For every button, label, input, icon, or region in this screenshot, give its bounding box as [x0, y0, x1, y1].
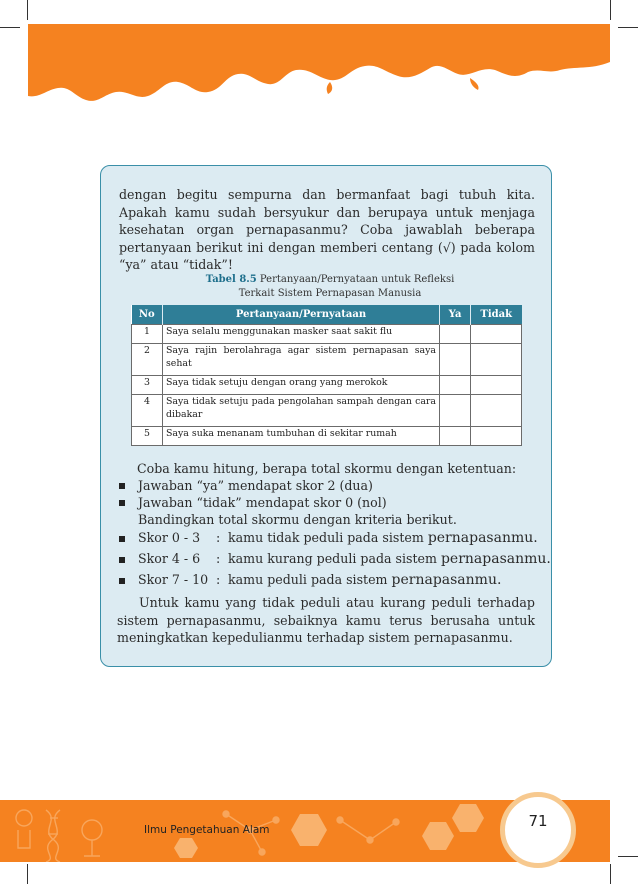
table-row	[132, 427, 522, 446]
reflection-table	[131, 305, 522, 446]
row-no: 1	[132, 325, 163, 344]
header-tidak: Tidak	[471, 305, 522, 325]
table-row	[132, 325, 522, 344]
row-statement: Saya rajin berolahraga agar sistem pernapasan saya sehat	[163, 344, 440, 376]
tidak-checkbox-cell[interactable]	[471, 344, 522, 376]
row-statement: Saya selalu menggunakan masker saat sakit flu	[163, 325, 440, 344]
score-emph: pernapasanmu.	[427, 530, 538, 546]
bullet-icon	[119, 500, 125, 506]
tidak-checkbox-cell[interactable]	[471, 325, 522, 344]
ya-checkbox-cell[interactable]	[440, 427, 471, 446]
score-text: kamu peduli pada sistem	[228, 572, 388, 587]
score-criterion	[228, 529, 538, 547]
header-statement: Pertanyaan/Pernyataan	[163, 305, 440, 325]
table-header-row	[132, 305, 522, 325]
row-no: 3	[132, 376, 163, 395]
table-caption-line2: Terkait Sistem Pernapasan Manusia	[238, 288, 422, 299]
table-row	[132, 395, 522, 427]
row-statement: Saya tidak setuju dengan orang yang merokok	[163, 376, 440, 395]
row-no: 2	[132, 344, 163, 376]
table-caption-line1: Pertanyaan/Pernyataan untuk Refleksi	[259, 274, 455, 285]
row-statement: Saya suka menanam tumbuhan di sekitar rumah	[163, 427, 440, 446]
table-row	[132, 344, 522, 376]
rule-ya: Jawaban “ya” mendapat skor 2 (dua)	[138, 478, 373, 493]
ya-checkbox-cell[interactable]	[440, 376, 471, 395]
scoring-intro: Coba kamu hitung, berapa total skormu dengan ketentuan:	[137, 461, 517, 476]
table-caption	[140, 273, 520, 301]
score-sep: :	[216, 530, 221, 545]
score-range: Skor 7 - 10	[138, 572, 209, 587]
score-criterion	[228, 571, 501, 589]
footer-book-title: Ilmu Pengetahuan Alam	[144, 824, 270, 836]
page-number: 71	[528, 812, 548, 830]
crop-mark	[618, 856, 638, 857]
bullet-icon	[119, 483, 125, 489]
crop-mark	[27, 864, 28, 884]
score-text: kamu kurang peduli pada sistem	[228, 551, 437, 566]
page-number-badge	[500, 792, 576, 868]
header-no: No	[132, 305, 163, 325]
tidak-checkbox-cell[interactable]	[471, 427, 522, 446]
ya-checkbox-cell[interactable]	[440, 344, 471, 376]
header-ya: Ya	[440, 305, 471, 325]
bullet-icon	[119, 578, 125, 584]
row-no: 4	[132, 395, 163, 427]
header-brush-band	[0, 0, 638, 110]
score-emph: pernapasanmu.	[440, 551, 551, 567]
ya-checkbox-cell[interactable]	[440, 395, 471, 427]
rule-tidak: Jawaban “tidak” mendapat skor 0 (nol)	[138, 495, 387, 510]
score-range: Skor 0 - 3	[138, 530, 201, 545]
bullet-icon	[119, 536, 125, 542]
bullet-icon	[119, 557, 125, 563]
table-caption-label: Tabel 8.5	[205, 274, 257, 285]
score-range: Skor 4 - 6	[138, 551, 201, 566]
intro-paragraph: dengan begitu sempurna dan bermanfaat bagi tubuh kita. Apakah kamu sudah bersyukur dan berupaya untuk menjaga kesehatan organ pernapasanmu? Coba jawablah beberapa pertanyaan berikut ini dengan memberi centang (√) pada kolom “ya” atau “tidak”!	[119, 187, 535, 272]
table-row	[132, 376, 522, 395]
score-sep: :	[216, 572, 221, 587]
ya-checkbox-cell[interactable]	[440, 325, 471, 344]
tidak-checkbox-cell[interactable]	[471, 395, 522, 427]
compare-instruction: Bandingkan total skormu dengan kriteria berikut.	[138, 512, 457, 527]
score-emph: pernapasanmu.	[391, 572, 502, 588]
closing-paragraph: Untuk kamu yang tidak peduli atau kurang peduli terhadap sistem pernapasanmu, sebaiknya kamu terus berusaha untuk meningkatkan kepedulianmu terhadap sistem pernapasanmu.	[117, 595, 535, 645]
score-text: kamu tidak peduli pada sistem	[228, 530, 424, 545]
score-criterion	[228, 550, 551, 568]
tidak-checkbox-cell[interactable]	[471, 376, 522, 395]
score-sep: :	[216, 551, 221, 566]
crop-mark	[610, 864, 611, 884]
row-statement: Saya tidak setuju pada pengolahan sampah dengan cara dibakar	[163, 395, 440, 427]
row-no: 5	[132, 427, 163, 446]
